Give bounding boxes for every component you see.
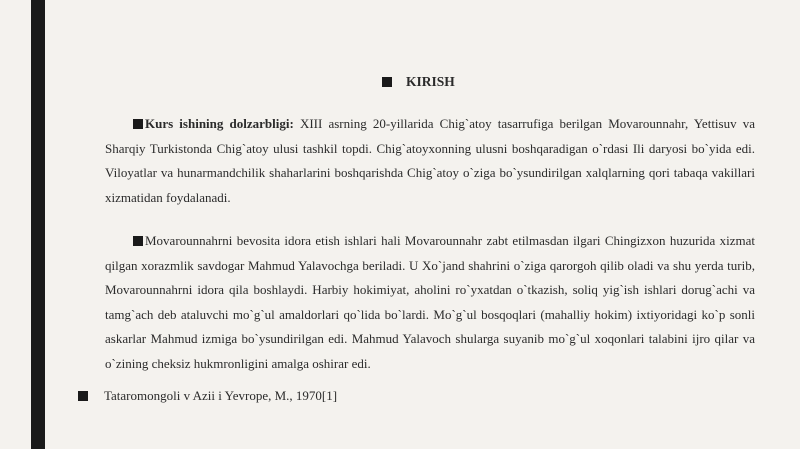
paragraph-relevance bbox=[105, 112, 755, 210]
paragraph-lead: Kurs ishining dolzarbligi: bbox=[145, 116, 294, 131]
paragraph-history bbox=[105, 229, 755, 377]
paragraph-text: XIII asrning 20-yillarida Chig`atoy tasarrufiga berilgan Movarounnahr, Yettisuv va Sharqiy Turkistonda Chig`atoy ulusi tashkil topdi. Chig`atoyxonning ulusni boshqaradigan o`rdasi Ili daryosi bo`yida edi. Viloyatlar va hunarmandchilik shaharlarini boshqarishda Chig`atoy o`ziga bo`ysundirilgan xalqlarning qori tabaqa vakillari xizmatidan foydalanadi. bbox=[105, 116, 756, 205]
square-bullet-icon bbox=[133, 119, 143, 129]
left-accent-bar bbox=[31, 0, 45, 449]
heading-text: KIRISH bbox=[406, 74, 455, 89]
paragraph-text: Movarounnahrni bevosita idora etish ishlari hali Movarounnahr zabt etilmasdan ilgari Chingizxon huzurida xizmat qilgan xorazmlik savdogar Mahmud Yalavochga beriladi. U Xo`jand shahrini o`ziga qarorgoh qilib oladi va shu yerda turib, Movarounnahrni idora qila boshlaydi. Harbiy hokimiyat, aholini ro`yxatdan o`tkazish, soliq yig`ish ishlari dorug`achi va tamg`ach deb ataluvchi mo`g`ul amaldorlari qo`lida bo`lardi. Mo`g`ul bosqoqlari (mahalliy hokim) ixtiyoridagi ko`p sonli askarlar Mahmud izmiga bo`ysundirilgan edi. Mahmud Yalavoch shularga suyanib mo`g`ul xoqonlari talabini ijro qilar va o`zining cheksiz hukmronligini amalga oshirar edi. bbox=[105, 233, 755, 371]
reference-item bbox=[78, 388, 337, 404]
square-bullet-icon bbox=[133, 236, 143, 246]
square-bullet-icon bbox=[382, 77, 392, 87]
reference-text: Tataromongoli v Azii i Yevrope, M., 1970[1] bbox=[104, 388, 338, 403]
square-bullet-icon bbox=[78, 391, 88, 401]
section-heading bbox=[382, 74, 455, 90]
